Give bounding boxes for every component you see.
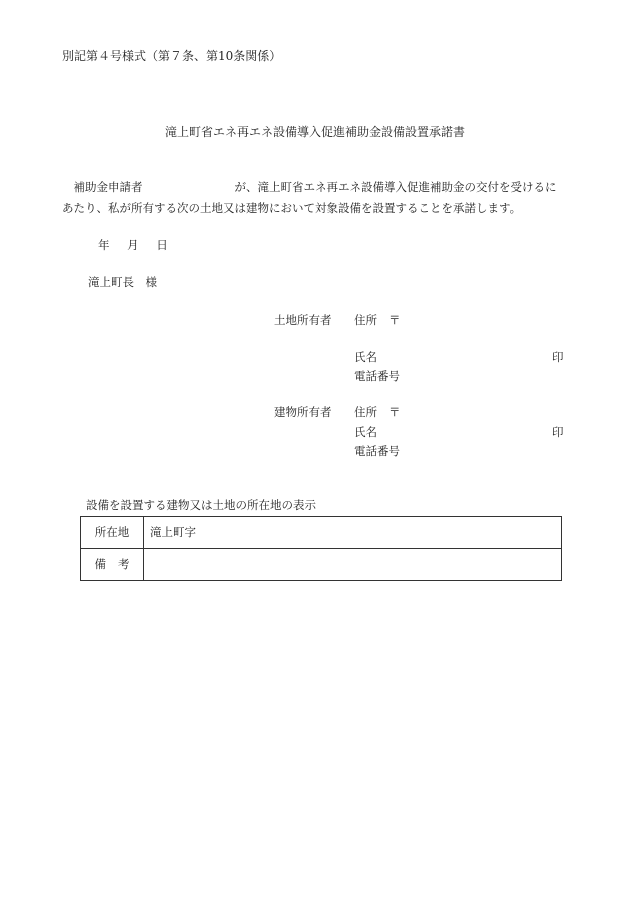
remarks-label: 備考 <box>94 556 142 571</box>
land-owner-name-label: 氏名 <box>354 350 377 364</box>
land-owner-address[interactable] <box>354 315 401 327</box>
date-month: 月 <box>127 238 139 252</box>
addressee: 滝上町長 様 <box>88 275 157 289</box>
document-title: 滝上町省エネ再エネ設備導入促進補助金設備設置承諾書 <box>164 125 465 139</box>
date-field[interactable] <box>98 240 182 252</box>
consent-paragraph <box>62 182 572 214</box>
remarks-value-cell[interactable] <box>144 549 562 581</box>
postal-mark-icon: 〒 <box>389 313 401 327</box>
postal-mark-icon: 〒 <box>389 405 401 419</box>
land-owner-label: 土地所有者 <box>274 313 332 327</box>
paragraph-line-2: あたり、私が所有する次の土地又は建物において対象設備を設置することを承諾します。 <box>62 200 522 215</box>
table-row <box>81 517 562 549</box>
location-table <box>80 516 562 581</box>
location-label-cell <box>81 517 144 549</box>
location-value: 滝上町字 <box>150 524 196 539</box>
building-owner-name-label: 氏名 <box>354 425 377 439</box>
location-caption: 設備を設置する建物又は土地の所在地の表示 <box>86 498 316 512</box>
date-year: 年 <box>98 238 110 252</box>
location-value-cell[interactable] <box>144 517 562 549</box>
building-owner-seal-mark: 印 <box>552 425 564 439</box>
building-owner-label: 建物所有者 <box>274 405 332 419</box>
paragraph-line-1 <box>62 182 572 194</box>
remarks-label-cell <box>81 549 144 581</box>
land-owner-address-label: 住所 <box>354 313 377 327</box>
paragraph-line-1-text: が、滝上町省エネ再エネ設備導入促進補助金の交付を受けるに <box>234 180 557 194</box>
land-owner-seal-mark: 印 <box>552 350 564 364</box>
table-row <box>81 549 562 581</box>
building-owner-tel-label: 電話番号 <box>354 444 400 458</box>
building-owner-address[interactable] <box>354 407 401 419</box>
building-owner-address-label: 住所 <box>354 405 377 419</box>
date-day: 日 <box>156 238 168 252</box>
location-label: 所在地 <box>94 524 130 539</box>
land-owner-tel-label: 電話番号 <box>354 369 400 383</box>
form-reference: 別記第４号様式（第７条、第10条関係） <box>62 49 282 63</box>
applicant-label: 補助金申請者 <box>73 180 143 194</box>
